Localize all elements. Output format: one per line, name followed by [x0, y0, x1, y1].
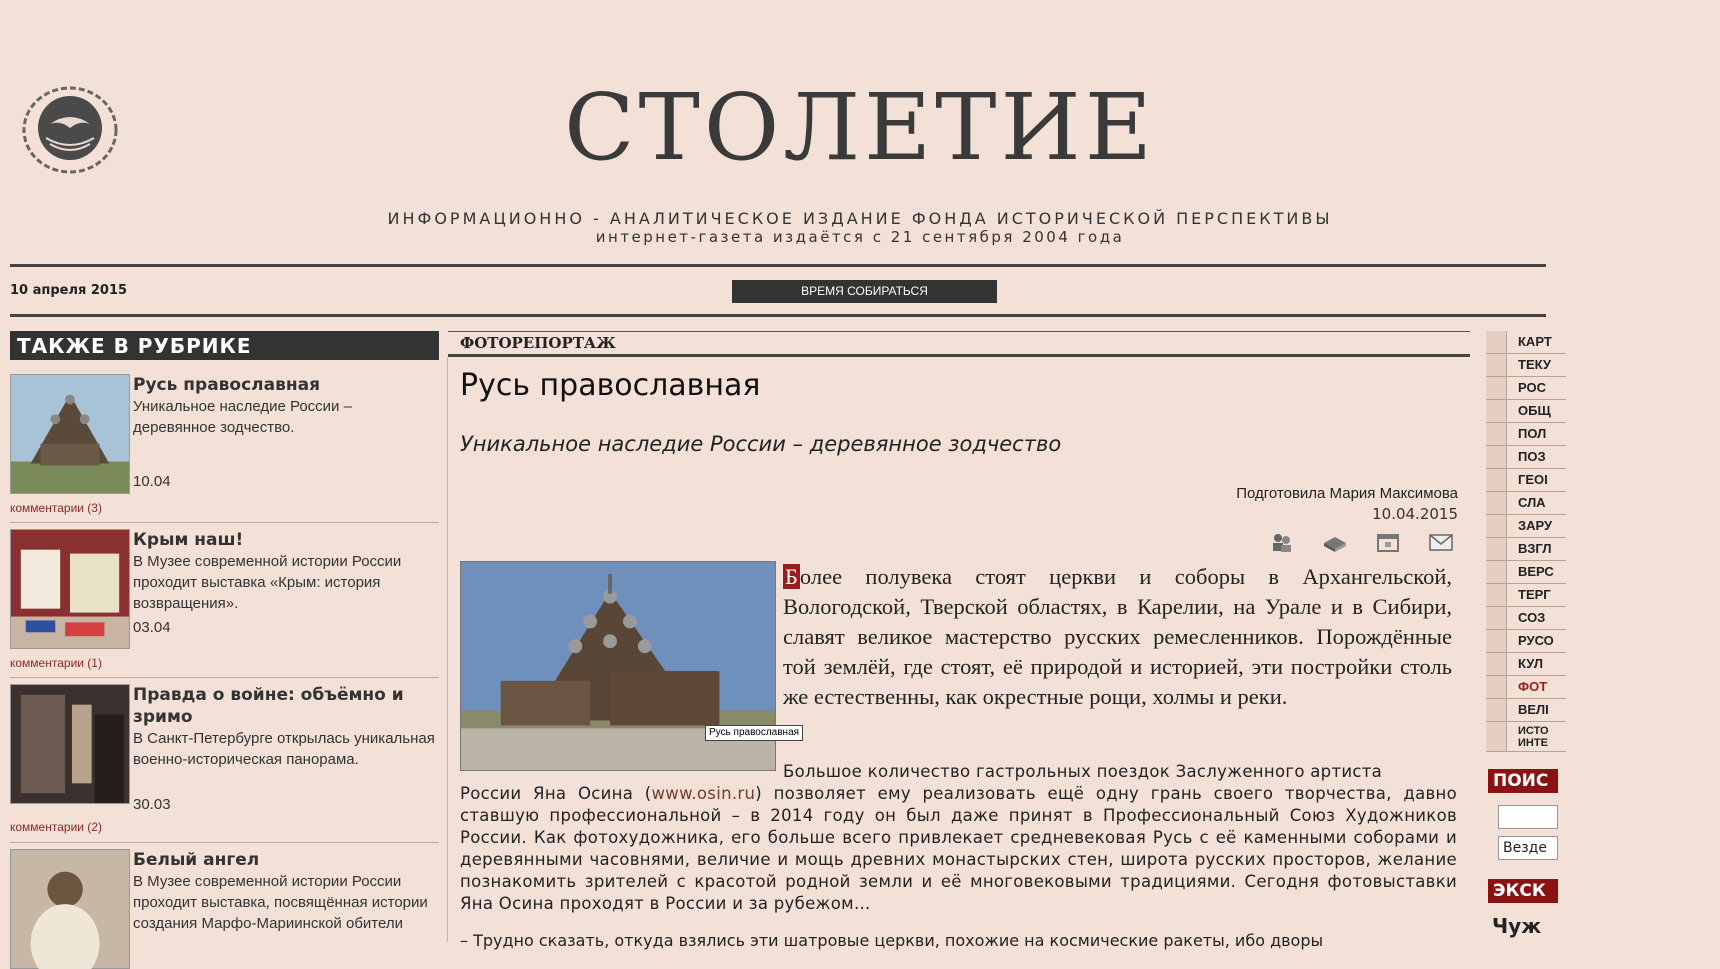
list-item	[10, 843, 439, 943]
nav-item[interactable]	[1486, 423, 1566, 446]
nav-item-label: КУЛ	[1518, 656, 1543, 671]
nav-item-marker	[1486, 630, 1507, 652]
nav-divider	[10, 314, 1546, 317]
item-date: 03.04	[133, 619, 171, 636]
nav-item-label: РОС	[1518, 380, 1546, 395]
search-heading: ПОИС	[1488, 769, 1558, 793]
site-subtitle: ИНФОРМАЦИОННО - АНАЛИТИЧЕСКОЕ ИЗДАНИЕ ФОНДА ИСТОРИЧЕСКОЙ ПЕРСПЕКТИВЫ	[387, 209, 1333, 228]
share-users-icon[interactable]	[1268, 531, 1296, 553]
ticker-banner[interactable]: ВРЕМЯ СОБИРАТЬСЯ	[732, 280, 997, 303]
print-icon[interactable]	[1321, 531, 1349, 553]
item-comments-link[interactable]: комментарии (2)	[10, 820, 102, 834]
nav-item-marker	[1486, 722, 1507, 751]
nav-item[interactable]	[1486, 699, 1566, 722]
nav-item[interactable]	[1486, 676, 1566, 699]
nav-item-marker	[1486, 400, 1507, 422]
nav-item-label: ТЕКУ	[1518, 357, 1551, 372]
item-comments-link[interactable]: комментарии (3)	[10, 501, 102, 515]
nav-item-marker	[1486, 561, 1507, 583]
nav-item-label: КАРТ	[1518, 334, 1552, 349]
nav-item-marker	[1486, 653, 1507, 675]
search-input[interactable]	[1498, 805, 1558, 829]
article-thumbnail[interactable]	[10, 374, 130, 494]
nav-item-marker	[1486, 354, 1507, 376]
related-sidebar	[10, 331, 439, 943]
item-summary: В Санкт-Петербурге открылась уникальная военно-историческая панорама.	[133, 730, 435, 768]
nav-item[interactable]	[1486, 492, 1566, 515]
item-title[interactable]: Крым наш!	[133, 530, 244, 550]
item-summary: В Музее современной истории России проходит выставка, посвящённая истории создания Марфо-Мариинской обители	[133, 873, 428, 932]
article-body-first-line: Большое количество гастрольных поездок Заслуженного артиста	[783, 762, 1383, 781]
nav-item-label: ВЕРС	[1518, 564, 1554, 579]
article-section	[448, 331, 1470, 357]
nav-item-marker	[1486, 331, 1507, 353]
drop-cap: Б	[785, 564, 798, 589]
nav-item[interactable]	[1486, 722, 1566, 752]
nav-item-marker	[1486, 446, 1507, 468]
body-text: ) позволяет ему реализовать ещё одну грань своего творчества, давно ставшую профессиональной – в 2014 году он был даже принят в Профессиональный Союз Художников России. Как фотохудожника, его больше всего привлекает средневековая Русь с её каменными соборами и деревянными часовнями, величие и мощь древних монастырских стен, широта русских просторов, желание познакомить зрителей с красотой родной земли и её многовековыми традициями. Сегодня фотовыставки Яна Осина проходят в России и за рубежом…	[460, 784, 1457, 913]
nav-item-marker	[1486, 699, 1507, 721]
nav-item-label: СЛА	[1518, 495, 1546, 510]
item-date: 10.04	[133, 473, 171, 490]
article-title: Русь православная	[460, 368, 761, 403]
header-divider	[10, 264, 1546, 267]
nav-item-label: ПОЗ	[1518, 449, 1546, 464]
site-tagline: интернет-газета издаётся с 21 сентября 2004 года	[595, 228, 1125, 246]
nav-item-label: ОБЩ	[1518, 403, 1551, 418]
nav-item-label: ИНТЕ	[1518, 737, 1548, 749]
article-author: Подготовила Мария Максимова	[1236, 485, 1458, 502]
nav-item[interactable]	[1486, 561, 1566, 584]
nav-item-label: ЗАРУ	[1518, 518, 1553, 533]
nav-item[interactable]	[1486, 584, 1566, 607]
item-title[interactable]: Белый ангел	[133, 850, 260, 870]
nav-item-label: ГЕОІ	[1518, 472, 1548, 487]
nav-item[interactable]	[1486, 377, 1566, 400]
nav-item-label: ФОТ	[1518, 679, 1548, 694]
nav-item[interactable]	[1486, 469, 1566, 492]
image-tooltip: Русь православная	[705, 725, 803, 741]
nav-item[interactable]	[1486, 400, 1566, 423]
sidebar-heading: ТАКЖЕ В РУБРИКЕ	[10, 331, 439, 360]
item-title[interactable]: Правда о войне: объёмно и зримо	[133, 685, 404, 727]
article-body	[460, 783, 1457, 915]
external-link[interactable]: www.osin.ru	[651, 784, 756, 803]
column-divider	[447, 357, 448, 942]
nav-item[interactable]	[1486, 515, 1566, 538]
article-date: 10.04.2015	[1372, 505, 1458, 523]
nav-item-label: РУСО	[1518, 633, 1554, 648]
section-nav	[1486, 331, 1566, 752]
list-item	[10, 678, 439, 843]
mail-icon[interactable]	[1427, 531, 1455, 553]
site-brand[interactable]: СТОЛЕТИЕ	[564, 74, 1156, 181]
item-summary: Уникальное наследие России – деревянное зодчество.	[133, 398, 352, 436]
nav-item-marker	[1486, 584, 1507, 606]
item-date: 30.03	[133, 796, 171, 813]
nav-item[interactable]	[1486, 354, 1566, 377]
nav-item-marker	[1486, 607, 1507, 629]
item-summary: В Музее современной истории России проходит выставка «Крым: история возвращения».	[133, 553, 402, 612]
article-thumbnail[interactable]	[10, 684, 130, 804]
nav-item-marker	[1486, 492, 1507, 514]
nav-item[interactable]	[1486, 538, 1566, 561]
list-item	[10, 523, 439, 678]
nav-item-marker	[1486, 515, 1507, 537]
article-thumbnail[interactable]	[10, 529, 130, 649]
article-subtitle: Уникальное наследие России – деревянное зодчество	[460, 432, 1062, 456]
exclusive-teaser[interactable]: Чуж	[1492, 914, 1542, 938]
article-body-next: – Трудно сказать, откуда взялись эти шатровые церкви, похожие на космические ракеты, ибо дворы	[460, 931, 1324, 950]
list-item	[10, 360, 439, 523]
article-thumbnail[interactable]	[10, 849, 130, 969]
nav-item[interactable]	[1486, 607, 1566, 630]
nav-item[interactable]	[1486, 630, 1566, 653]
nav-item-label: ВЗГЛ	[1518, 541, 1552, 556]
article-tools	[1268, 531, 1475, 557]
nav-item-marker	[1486, 538, 1507, 560]
article-lead	[783, 562, 1452, 712]
nav-item-label: ВЕЛІ	[1518, 702, 1549, 717]
nav-item[interactable]	[1486, 446, 1566, 469]
exclusive-heading: ЭКСК	[1488, 879, 1558, 903]
nav-item-label: СОЗ	[1518, 610, 1546, 625]
item-comments-link[interactable]: комментарии (1)	[10, 656, 102, 670]
search-scope-select[interactable]: Везде	[1498, 836, 1558, 860]
nav-item-marker	[1486, 423, 1507, 445]
nav-item-label: ПОЛ	[1518, 426, 1547, 441]
lead-text: олее полувека стоят церкви и соборы в Архангельской, Вологодской, Тверской областях, в Карелии, на Урале и в Сибири, славят великое мастерство русских ремесленников. Порождённые той землёй, где стоят, её природой и историей, эти постройки столь же естественны, как окрестные рощи, холмы и реки.	[783, 564, 1452, 709]
nav-item-label: ИСТО	[1518, 725, 1549, 737]
nav-item-marker	[1486, 676, 1507, 698]
nav-item-marker	[1486, 377, 1507, 399]
nav-item-marker	[1486, 469, 1507, 491]
nav-item[interactable]	[1486, 331, 1566, 354]
body-text: России Яна Осина (	[460, 784, 652, 803]
item-title[interactable]: Русь православная	[133, 375, 320, 395]
current-date: 10 апреля 2015	[10, 283, 128, 298]
bookmark-icon[interactable]	[1374, 531, 1402, 553]
nav-item[interactable]	[1486, 653, 1566, 676]
article-category[interactable]: ФОТОРЕПОРТАЖ	[448, 331, 1470, 357]
nav-item-label: ТЕРГ	[1518, 587, 1551, 602]
